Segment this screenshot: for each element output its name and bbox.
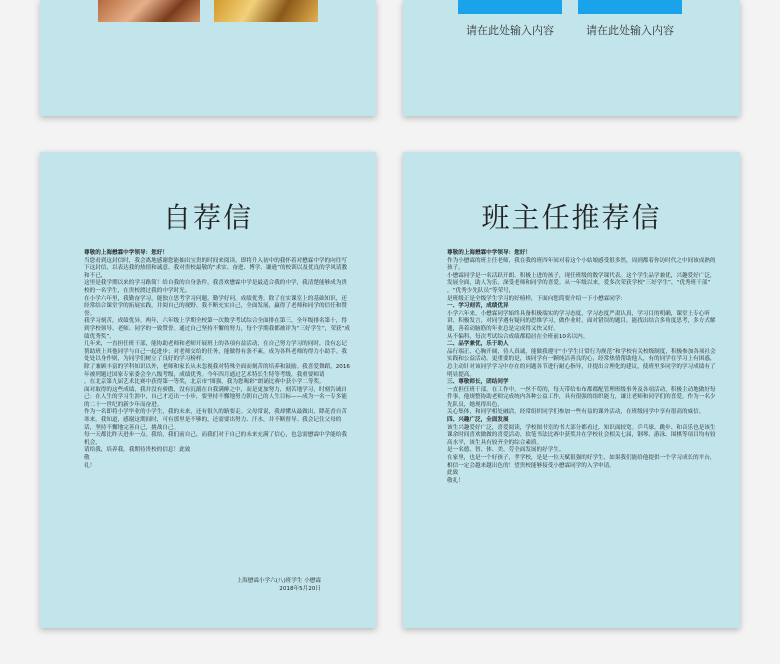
- letter-line: 我学习刻苦，成绩优异。两年，六年级上学期全校第一次数学考试综合全面排在第三，全年级排名第十，得到学校领导、老师、同学的一致赞誉。通过自己坚持不懈的努力，每个学期我都被评为“三好学生”，荣获“成绩优秀奖”。: [84, 318, 351, 340]
- letter-line: 作为一名即将小学毕业的小学生，我的未来，还有很久的路要走。父母常说，我却懂从最做出，降花香自苦寒来。我知道，感谢这期间时，可有那里是不够的，还需要出努力、汗水，并不断督导。我会记住父母的话，坚持不懈地完善自己，挑战自己。: [84, 409, 347, 431]
- letter-line: 四、兴趣广泛，全面发展: [447, 417, 509, 424]
- letter-line: 作为小懋霖的班主任老师，我在我的班四年间对着这个小姑娘感受很多然，周到都着你访时代之中间该成熟的孩子，: [447, 257, 716, 272]
- letter-line: 一、学习刻苦，成绩优异: [447, 303, 509, 310]
- letter-line: 当您看到这封信时，我会离地感谢您能抽出宝贵的时间来阅读。即将升入初中的我怀着对懋霖中学的向往写下这封信，以表达我的热情和诚意。我对贵校最敬的“求实、奋进、博学、谦逊”的校训以及优良的学风请教和不已，: [84, 257, 348, 279]
- letter-line: 除了兼顾丰富的学科知识以外，老师和家长从未忽视我对特殊全面而刻苦的培养和鼓励。我喜爱舞蹈，2016年被列题过国家专家委会全八级考级，成绩优秀。今年四月通过艺术特长生特等考级，我重要师请: [84, 363, 350, 378]
- letter-line: 这里是我学期以来的学习路简！给自我的自身条件，我喜欢懋霖中学是最适合我的中学，我清楚能够成为贵校的一名学生，在贵校渡过我的中学时光。: [84, 280, 347, 294]
- page-title: 自荐信: [162, 201, 253, 234]
- letter-line: 面对取得的这些成绩，我并没有骄傲，没有沉溺在自我满醉之中，而是更加努力，刻苦地学习，时刻告诫自己：在人生的学习生涯中，自己才迈出一小步，要坚持不懈地努力朝自己的人生目标——成为一名一专多能的二十一世纪的新少年而奋进。: [84, 386, 347, 408]
- letter-line: 敬礼！: [447, 477, 464, 484]
- letter-line: 在小学六年里，我勤奋学习，能独立思考学习问题，勤学好问，成绩优秀。除了在实课室上的基础知识，还经常结合课堂学的拓展实践，并阅自己的视野。我不断充实自己，全面发展，赢得了老师和同学的信任和赞誉。: [84, 295, 347, 317]
- letter-line: 礼！: [84, 462, 96, 469]
- letter-line: 品行端正，心胸开阔，待人真诚，能做我遵守“小学生日常行为规范”和学校有关校级制度，积极参加各项社会实践和公益活动。更重要的是，该同学有一颗纯洁善良的心，经常热情帮助他人，有的同学在学习上有困惑，: [447, 348, 716, 363]
- page-top-right: [403, 0, 740, 116]
- page-self-recommendation: [40, 152, 376, 628]
- letter-line: 二、品学兼优，乐于助人: [447, 341, 509, 348]
- letter-line: 从不偏科，每次考试综合成绩都稳居在全班前10名以内。: [447, 333, 589, 340]
- signature-block: [237, 577, 321, 593]
- letter-line: 在家里，也是一个好孩子，孝学校，是是一位天赋很强的好学生，如果我们能给他提供一个学习成长的平台，相信一定会越来越出色的！望贵校能够接受小懋霖同学的入学申请。: [447, 455, 716, 469]
- letter-line: 是一名德、智、体、美、劳全面发展的好学生。: [447, 447, 565, 454]
- letter-line: 此致: [447, 470, 459, 477]
- photo-guitar: [214, 0, 318, 22]
- letter-line: 尊敬的上海懋霖中学领导：您好！: [84, 250, 168, 256]
- page-title: 班主任推荐信: [481, 201, 662, 234]
- letter-date: 2018年5月20日: [279, 586, 321, 592]
- letter-line: 该生兴趣爱好广泛，喜爱阅读，学校图书室的书大部分都看过，知识面较宽。乒乓球、跳步、和音乐也是该生课余时间喜欢做做的喜爱活动。软笔书法比赛中获奖并在学校社会相关七届，钢琴、游泳、围棋等项目均有较高水平，该生具有较齐全的综合素质。: [447, 424, 716, 446]
- signer-name: 上海懋霖小学六(八)班学生 小懋霖: [236, 578, 321, 584]
- letter-line: 小懋霖同学是一名活跃开朗、积极上进的孩子，现任班级的数学课代表。这个学生品学兼优，兴趣爱好广泛，发展全面，助人为乐，深受老师和同学的喜爱。从一年级以来，爱多次荣获学校“三好学生”，“优秀班干部”: [447, 272, 716, 287]
- caption-1: 请在此处输入内容: [466, 24, 554, 37]
- letter-line: 三、尊敬师长，团结同学: [447, 379, 509, 386]
- letter-line: 是班级正是全级学生学习的好榜样，下面向您简要介绍一下小懋霖同学：: [447, 295, 627, 302]
- image-placeholder-2: [578, 0, 682, 14]
- caption-2: 请在此处输入内容: [586, 24, 674, 37]
- letter-line: 小学六年来，小懋霖同学始终具备积极端实的学习态度，学习态度严肃认真，学习目的明确，课堂上专心听讲、积极发言，对同学遇有疑问的思维学习，做作业时，面对错误的题目，能找出结合多角度思考，多方式解题，善着动脑筋的年业总是完成得又快又好。: [447, 310, 716, 332]
- letter-line: ，在北京第九届艺术比赛中获得第一等奖，北京市“图强，我为您喝彩”朗诵比赛中获小学二等奖。: [84, 379, 325, 386]
- photo-piano: [98, 0, 200, 22]
- letter-line: ，“优秀少先队员”等荣号，: [447, 287, 515, 294]
- image-placeholder-1: [458, 0, 562, 14]
- letter-line: 每一天都比昨天进步一点。我给，我们前自己，而我们对于自己的未来充满了信心，也急需懋霖中学能给我机会，: [84, 432, 347, 446]
- letter-line: 请给我，培养我。我期待贵校的信息！此致: [84, 447, 191, 454]
- letter-line: 几年来，一直担任班干部，能协助老师和老师开展班上的各项有益活动，在自己努力学习的同时，没有忘记帮助班上其他同学与自己一起进步；对老师交给的任务，能做得有条不紊，成为各科老师的得力小助手。我处处以身作则，为同学们树立了良好的学习榜样。: [84, 341, 347, 363]
- letter-line: 敬: [84, 455, 90, 462]
- letter-line: 一直担任班干部，在工作中，一丝不苟的，每天带给布布都都配管理班级事务及各项活动，积极主动地做好每件事，他规整协助老师完成统内各种公益工作，具有很强的组织能力，谦让老师和同学们的喜爱。作为一名少先队员，她现得出色，: [447, 386, 716, 408]
- letter-line: 总主动针对该同学学习中存在的问题各节进行耐心指导，并提出合理化的建议，使班里多同学的学习成绩有了明显提高。: [447, 363, 716, 378]
- letter-line: 关心集体，和同学相处融洽，经常组织同学们参加一些有益的课外活动，在班级同学中享有很高的威信。: [447, 409, 705, 416]
- page-top-left: [40, 0, 376, 116]
- letter-body: [447, 250, 716, 485]
- letter-line: 尊敬的上海懋霖中学领导：您好！: [447, 250, 531, 256]
- page-teacher-recommendation: [403, 152, 740, 628]
- letter-body: [84, 250, 352, 470]
